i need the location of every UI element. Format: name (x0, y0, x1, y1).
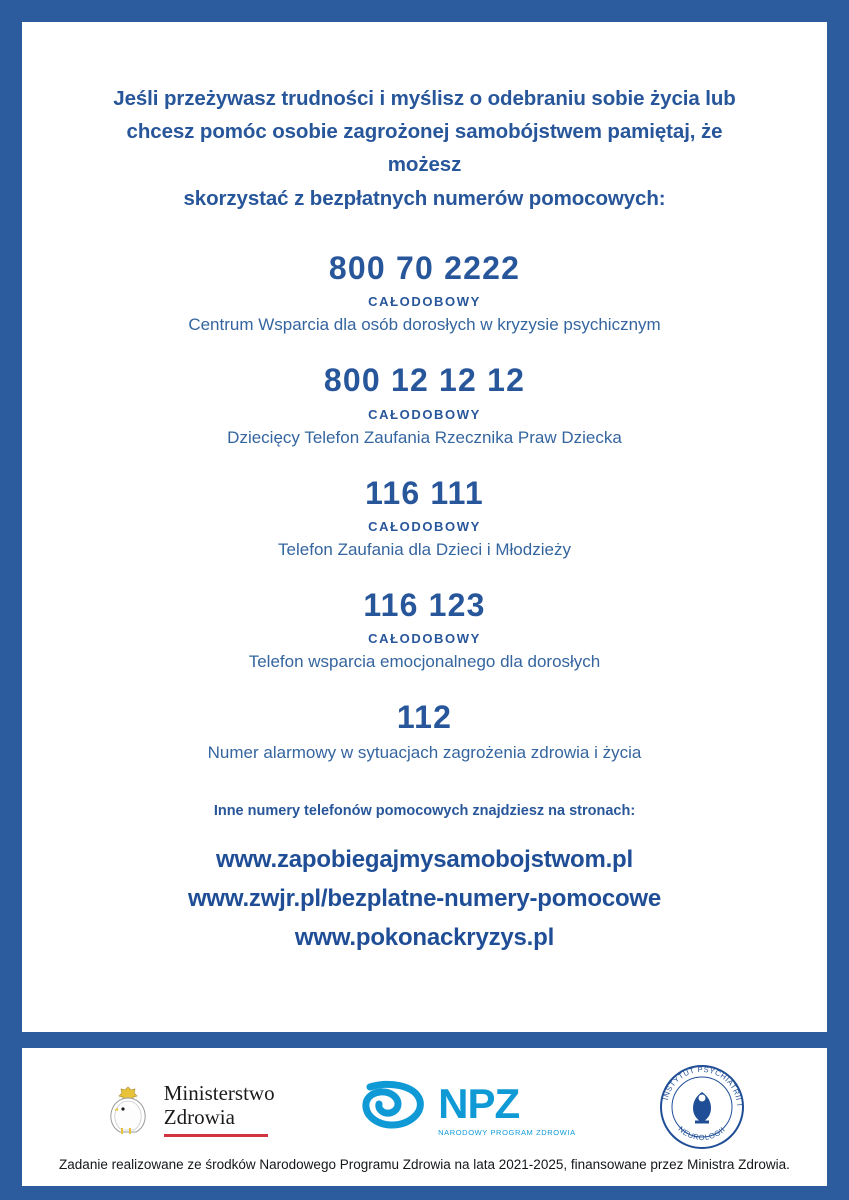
helpline-number[interactable]: 116 111 (365, 474, 484, 511)
svg-text:NEUROLOGII: NEUROLOGII (676, 1124, 728, 1143)
ministry-wordmark (164, 1082, 275, 1136)
helpline-description: Dziecięcy Telefon Zaufania Rzecznika Praw Dziecka (227, 427, 622, 447)
helpline-availability: CAŁODOBOWY (368, 294, 481, 310)
helpline-list (82, 249, 767, 763)
helpline-availability: CAŁODOBOWY (368, 631, 481, 647)
helpline-entry (82, 361, 767, 447)
institute-of-psychiatry-logo (659, 1064, 745, 1153)
helpline-description: Telefon Zaufania dla Dzieci i Młodzieży (278, 539, 571, 559)
intro-line-1: Jeśli przeżywasz trudności i myślisz o odebraniu sobie życia lub (113, 87, 736, 110)
helpline-description: Centrum Wsparcia dla osób dorosłych w kryzysie psychicznym (188, 315, 661, 335)
institute-seal-icon (659, 1064, 745, 1155)
npz-logo (358, 1077, 576, 1142)
ministry-line-2: Zdrowia (163, 1105, 235, 1129)
npz-full-name: NARODOWY PROGRAM ZDROWIA (438, 1127, 576, 1137)
resource-links (188, 841, 661, 958)
main-content-card (22, 22, 827, 1032)
helpline-entry (82, 249, 767, 335)
svg-text:INSTYTUT PSYCHIATRII I: INSTYTUT PSYCHIATRII I (661, 1064, 745, 1107)
more-resources-label: Inne numery telefonów pomocowych znajdziesz na stronach: (213, 802, 636, 819)
polish-eagle-coat-of-arms-icon (104, 1084, 152, 1136)
resource-link[interactable]: www.pokonackryzys.pl (294, 923, 555, 951)
helpline-entry (82, 698, 767, 762)
npz-wordmark (438, 1079, 576, 1137)
footer-card (22, 1048, 827, 1186)
ministry-of-health-logo (104, 1082, 275, 1136)
helpline-entry (82, 586, 767, 672)
helpline-number[interactable]: 800 12 12 12 (323, 362, 526, 399)
intro-line-3: skorzystać z bezpłatnych numerów pomocowych: (183, 186, 666, 210)
helpline-number[interactable]: 800 70 2222 (328, 249, 521, 286)
funding-note: Zadanie realizowane ze środków Narodowego Programu Zdrowia na lata 2021-2025, finansowane przez Ministra Zdrowia. (59, 1157, 790, 1172)
helpline-description: Telefon wsparcia emocjonalnego dla dorosłych (248, 652, 601, 672)
npz-swirl-icon (358, 1077, 428, 1142)
helpline-number[interactable]: 116 123 (363, 586, 486, 623)
resource-link[interactable]: www.zapobiegajmysamobojstwom.pl (216, 845, 633, 873)
helpline-availability: CAŁODOBOWY (368, 518, 481, 534)
resource-link[interactable]: www.zwjr.pl/bezplatne-numery-pomocowe (187, 884, 662, 912)
intro-line-2: chcesz pomóc osobie zagrożonej samobójstwem pamiętaj, że możesz (126, 120, 723, 177)
intro-text (105, 82, 745, 215)
helpline-description: Numer alarmowy w sytuacjach zagrożenia zdrowia i życia (207, 742, 642, 762)
helpline-entry (82, 474, 767, 560)
helpline-number[interactable]: 112 (396, 699, 453, 736)
helpline-availability: CAŁODOBOWY (368, 406, 481, 422)
ministry-red-rule (164, 1134, 268, 1137)
npz-acronym: NPZ (438, 1079, 520, 1127)
logo-row (52, 1062, 797, 1157)
ministry-line-1: Ministerstwo (163, 1081, 275, 1106)
